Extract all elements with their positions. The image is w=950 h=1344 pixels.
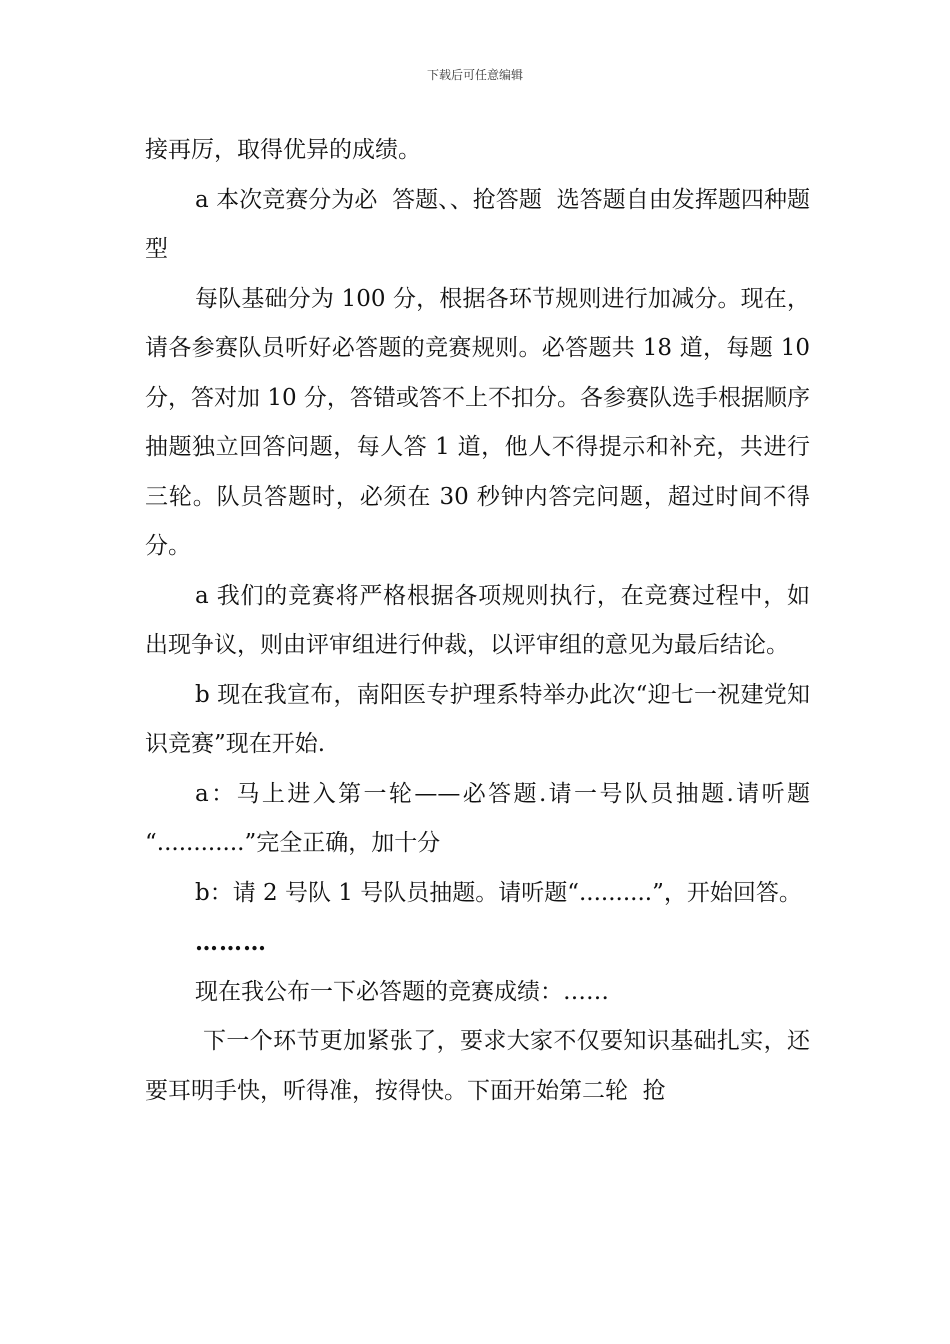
paragraph-ellipsis: ………	[195, 929, 267, 956]
document-body	[145, 126, 825, 1116]
paragraph-next-round: 下一个环节更加紧张了，要求大家不仅要知识基础扎实，还要耳明手快，听得准，按得快。下面开始第二轮 抢	[145, 1028, 810, 1104]
paragraph-question-types: a 本次竞赛分为必 答题、、抢答题 选答题自由发挥题四种题型	[145, 186, 810, 262]
paragraph-scores: 现在我公布一下必答题的竞赛成绩：……	[195, 978, 609, 1005]
paragraph-team-two: b：请 2 号队 1 号队员抽题。请听题“..........”，开始回答。	[195, 879, 802, 906]
paragraph-round-one: a：马上进入第一轮——必答题.请一号队员抽题.请听题 “............”完全正确，加十分	[145, 780, 825, 856]
paragraph-arbitration: a 我们的竞赛将严格根据各项规则执行，在竞赛过程中，如出现争议，则由评审组进行仲裁，以评审组的意见为最后结论。	[145, 582, 810, 658]
paragraph-continuation: 接再厉，取得优异的成绩。	[145, 137, 421, 163]
page-header: 下载后可任意编辑	[426, 68, 523, 82]
paragraph-announcement: b 现在我宣布，南阳医专护理系特举办此次“迎七一祝建党知识竞赛”现在开始.	[145, 681, 810, 757]
paragraph-rules: 每队基础分为 100 分，根据各环节规则进行加减分。现在，请各参赛队员听好必答题的竞赛规则。必答题共 18 道，每题 10 分，答对加 10 分，答错或答不上不扣分。各参赛队选手根据顺序抽题独立回答问题，每人答 1 道，他人不得提示和补充，共进行三轮。队员答题时，必须在 30 秒钟内答完问题，超过时间不得分。	[145, 285, 818, 559]
